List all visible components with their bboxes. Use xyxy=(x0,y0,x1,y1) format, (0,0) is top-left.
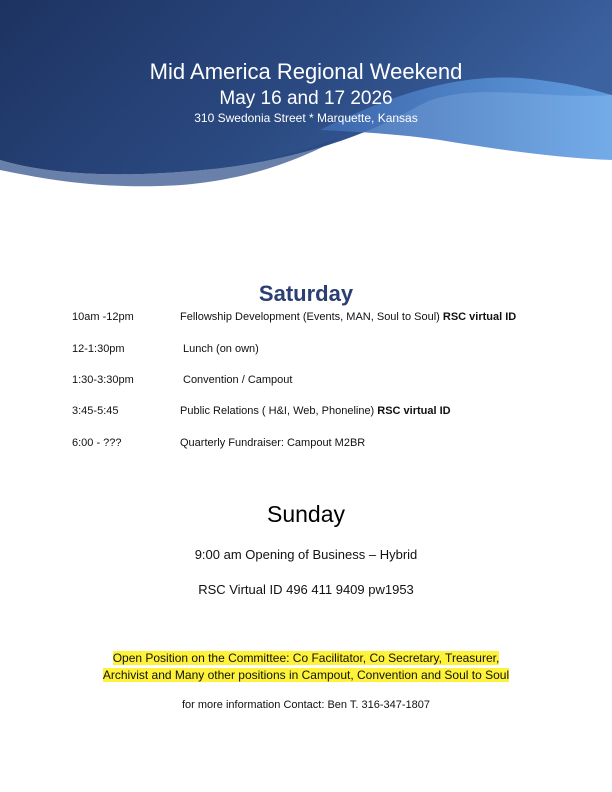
sunday-heading: Sunday xyxy=(266,501,345,527)
schedule-description: Quarterly Fundraiser: Campout M2BR xyxy=(180,437,366,449)
open-positions-notice xyxy=(0,650,612,684)
schedule-text: Fellowship Development (Events, MAN, Soul to Soul) xyxy=(180,311,443,323)
schedule-text: Public Relations ( H&I, Web, Phoneline) xyxy=(180,405,378,417)
schedule-tag: RSC virtual ID xyxy=(377,405,451,417)
schedule-description xyxy=(180,405,451,417)
schedule-description: Lunch (on own) xyxy=(183,343,259,355)
contact-info: for more information Contact: Ben T. 316-347-1807 xyxy=(181,699,431,711)
schedule-description: Convention / Campout xyxy=(183,374,293,386)
schedule-description xyxy=(180,311,516,323)
schedule-row xyxy=(0,437,612,453)
schedule-time: 3:45-5:45 xyxy=(72,405,119,417)
schedule-time: 12-1:30pm xyxy=(72,343,125,355)
event-address: 310 Swedonia Street * Marquette, Kansas xyxy=(194,111,418,125)
schedule-tag: RSC virtual ID xyxy=(442,311,517,323)
event-dates: May 16 and 17 2026 xyxy=(219,88,393,109)
schedule-row xyxy=(0,405,612,421)
notice-line-2: Archivist and Many other positions in Campout, Convention and Soul to Soul xyxy=(102,668,510,682)
schedule-time: 6:00 - ??? xyxy=(72,437,122,449)
notice-line-1: Open Position on the Committee: Co Facilitator, Co Secretary, Treasurer, xyxy=(112,651,500,665)
event-title: Mid America Regional Weekend xyxy=(149,59,463,84)
schedule-time: 1:30-3:30pm xyxy=(72,374,134,386)
sunday-virtual-id-line: RSC Virtual ID 496 411 9409 pw1953 xyxy=(198,582,414,597)
schedule-row xyxy=(0,374,612,390)
schedule-row xyxy=(0,343,612,359)
schedule-time: 10am -12pm xyxy=(72,311,134,323)
sunday-opening-line: 9:00 am Opening of Business – Hybrid xyxy=(194,547,418,562)
saturday-heading: Saturday xyxy=(258,281,354,306)
schedule-row xyxy=(0,311,612,327)
